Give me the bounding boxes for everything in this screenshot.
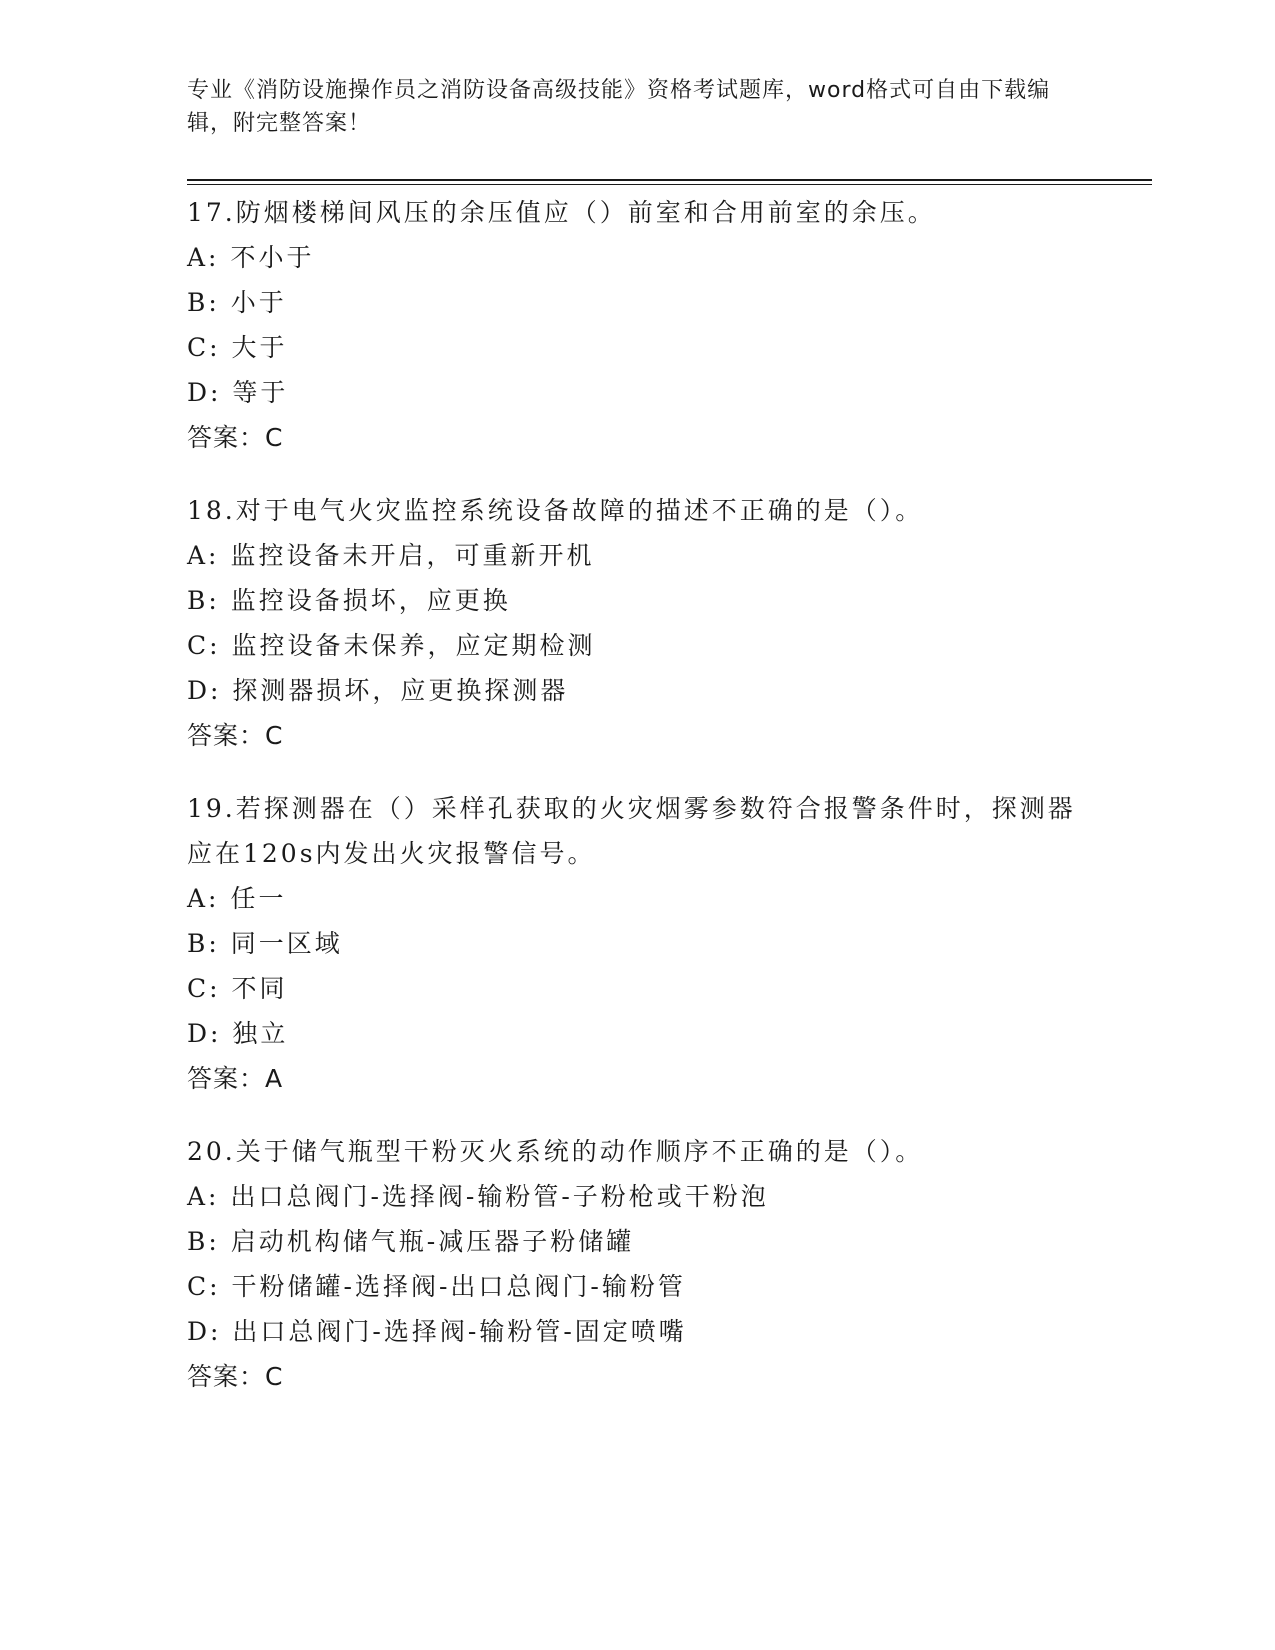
- question-stem: 18.对于电气火灾监控系统设备故障的描述不正确的是（）。: [187, 496, 924, 525]
- option-text: 监控设备未保养，应定期检测: [231, 631, 596, 660]
- answer-line: 答案：C: [187, 721, 284, 750]
- option-text: 不同: [231, 974, 288, 1003]
- option-c: [187, 623, 1087, 668]
- option-letter: A:: [187, 1182, 220, 1211]
- option-text: 监控设备损坏，应更换: [230, 586, 511, 615]
- option-text: 独立: [232, 1019, 289, 1048]
- option-a: [187, 876, 1087, 921]
- header-divider-thin: [187, 184, 1152, 185]
- question-stem: 17.防烟楼梯间风压的余压值应（）前室和合用前室的余压。: [187, 198, 936, 227]
- answer-line: 答案：C: [187, 423, 284, 452]
- option-d: [187, 1309, 1087, 1354]
- question-list: [187, 190, 1087, 1427]
- option-a: [187, 1174, 1087, 1219]
- option-d: [187, 370, 1087, 415]
- option-text: 同一区域: [230, 929, 343, 958]
- option-letter: A:: [187, 884, 220, 913]
- option-letter: D:: [187, 1019, 222, 1048]
- option-letter: C:: [187, 1272, 221, 1301]
- option-text: 任一: [230, 884, 287, 913]
- option-letter: B:: [187, 929, 220, 958]
- option-b: [187, 280, 1087, 325]
- option-b: [187, 1219, 1087, 1264]
- question-18: [187, 488, 1087, 759]
- question-17: [187, 190, 1087, 461]
- option-a: [187, 533, 1087, 578]
- option-letter: D:: [187, 378, 222, 407]
- option-text: 监控设备未开启，可重新开机: [230, 541, 595, 570]
- answer-line: 答案：A: [187, 1064, 284, 1093]
- option-letter: B:: [187, 1227, 220, 1256]
- option-letter: C:: [187, 974, 221, 1003]
- option-c: [187, 1264, 1087, 1309]
- option-letter: D:: [187, 1317, 222, 1346]
- option-letter: D:: [187, 676, 222, 705]
- question-20: [187, 1129, 1087, 1400]
- header-divider-thick: [187, 179, 1152, 181]
- option-text: 干粉储罐-选择阀-出口总阀门-输粉管: [231, 1272, 686, 1301]
- option-d: [187, 1011, 1087, 1056]
- question-stem: 19.若探测器在（）采样孔获取的火灾烟雾参数符合报警条件时，探测器应在120s内发出火灾报警信号。: [187, 794, 1076, 868]
- option-c: [187, 966, 1087, 1011]
- option-text: 探测器损坏，应更换探测器: [232, 676, 569, 705]
- question-stem: 20.关于储气瓶型干粉灭火系统的动作顺序不正确的是（）。: [187, 1137, 924, 1166]
- option-b: [187, 921, 1087, 966]
- option-d: [187, 668, 1087, 713]
- option-c: [187, 325, 1087, 370]
- option-text: 不小于: [230, 243, 315, 272]
- question-19: [187, 786, 1087, 1102]
- option-text: 等于: [232, 378, 289, 407]
- document-header: 专业《消防设施操作员之消防设备高级技能》资格考试题库，word格式可自由下载编辑，附完整答案！: [187, 78, 1051, 136]
- option-text: 出口总阀门-选择阀-输粉管-子粉枪或干粉泡: [230, 1182, 769, 1211]
- option-a: [187, 235, 1087, 280]
- option-text: 大于: [231, 333, 288, 362]
- option-letter: C:: [187, 333, 221, 362]
- option-text: 启动机构储气瓶-减压器子粉储罐: [230, 1227, 635, 1256]
- option-letter: C:: [187, 631, 221, 660]
- option-b: [187, 578, 1087, 623]
- answer-line: 答案：C: [187, 1362, 284, 1391]
- option-text: 出口总阀门-选择阀-输粉管-固定喷嘴: [232, 1317, 687, 1346]
- option-letter: A:: [187, 541, 220, 570]
- option-letter: A:: [187, 243, 220, 272]
- option-letter: B:: [187, 586, 220, 615]
- option-text: 小于: [230, 288, 287, 317]
- option-letter: B:: [187, 288, 220, 317]
